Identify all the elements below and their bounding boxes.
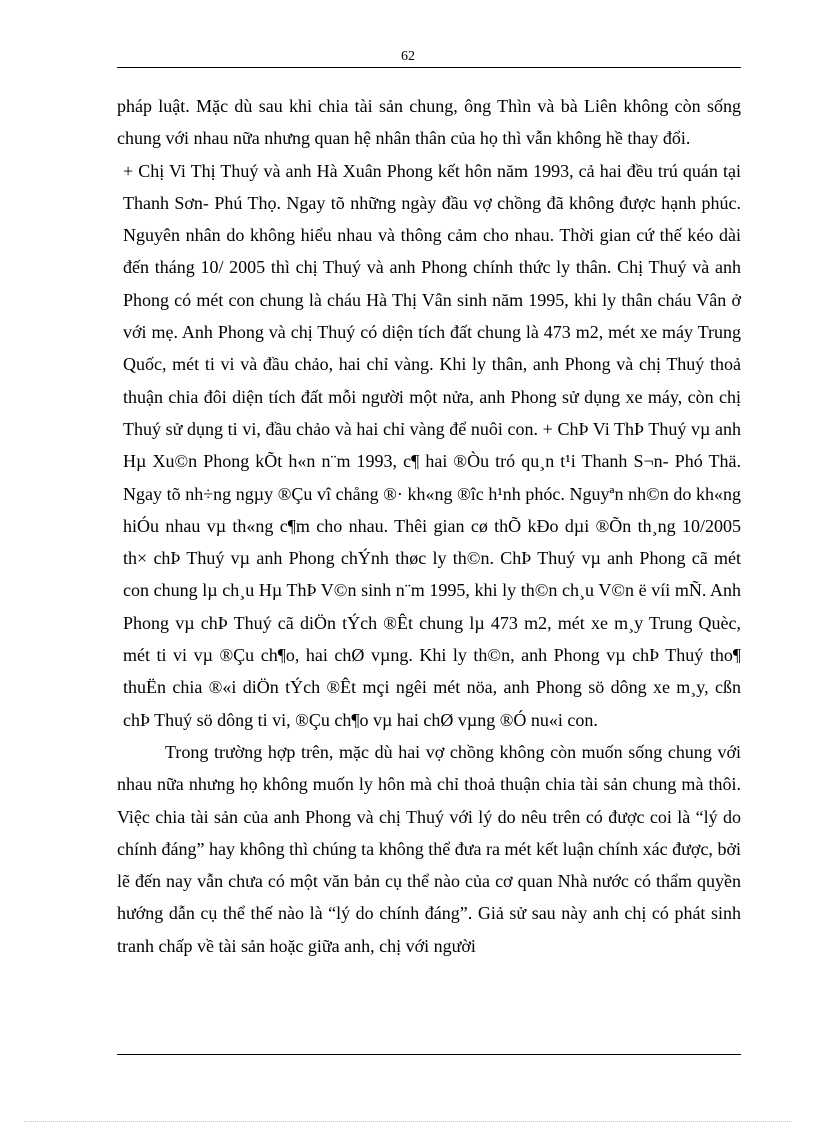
paragraph-2: + Chị Vi Thị Thuý và anh Hà Xuân Phong kết hôn năm 1993, cả hai đều trú quán tại Thanh Sơn- Phú Thọ. Ngay tõ những ngày đầu vợ chồng đã không được hạnh phúc. Nguyên nhân do không hiểu nhau và thông cảm cho nhau. Thời gian cứ thế kéo dài đến tháng 10/ 2005 thì chị Thuý và anh Phong chính thức ly thân. Chị Thuý và anh Phong có mét con chung là cháu Hà Thị Vân sinh năm 1995, khi ly thân cháu Vân ở với mẹ. Anh Phong và chị Thuý có diện tích đất chung là 473 m2, mét xe máy Trung Quốc, mét ti vi và đầu chảo, hai chỉ vàng. Khi ly thân, anh Phong và chị Thuý thoả thuận chia đôi diện tích đất mỗi người một nửa, anh Phong sử dụng xe máy, còn chị Thuý sử dụng ti vi, đầu chảo và hai chỉ vàng để nuôi con. + ChÞ Vi ThÞ Thuý vµ anh Hµ Xu©n Phong kÕt h«n n¨m 1993, c¶ hai ®Òu tró qu¸n t¹i Thanh S¬n- Phó Thä. Ngay tõ nh÷ng ngµy ®Çu vî chång ®· kh«ng ®îc h¹nh phóc. Nguyªn nh©n do kh«ng hiÓu nhau vµ th«ng c¶m cho nhau. Thêi gian cø thÕ kÐo dµi ®Õn th¸ng 10/2005 th× chÞ Thuý vµ anh Phong chÝnh thøc ly th©n. ChÞ Thuý vµ anh Phong cã mét con chung lµ ch¸u Hµ ThÞ V©n sinh n¨m 1995, khi ly th©n ch¸u V©n ë víi mÑ. Anh Phong vµ chÞ Thuý cã diÖn tÝch ®Êt chung lµ 473 m2, mét xe m¸y Trung Quèc, mét ti vi vµ ®Çu ch¶o, hai chØ vµng. Khi ly th©n, anh Phong vµ chÞ Thuý tho¶ thuËn chia ®«i diÖn tÝch ®Êt mçi ngêi mét nöa, anh Phong sö dông xe m¸y, cßn chÞ Thuý sö dông ti vi, ®Çu ch¶o vµ hai chØ vµng ®Ó nu«i con. bbox=[123, 160, 741, 730]
footer-rule bbox=[117, 1054, 741, 1055]
header-rule bbox=[117, 67, 741, 68]
document-body bbox=[117, 90, 741, 962]
paragraph-1: pháp luật. Mặc dù sau khi chia tài sản chung, ông Thìn và bà Liên không còn sống chung với nhau nữa nhưng quan hệ nhân thân của họ thì vẫn không hề thay đổi. bbox=[117, 96, 741, 149]
page-edge-divider bbox=[24, 1121, 792, 1122]
page-number: 62 bbox=[401, 49, 415, 64]
paragraph-3: Trong trường hợp trên, mặc dù hai vợ chồng không còn muốn sống chung với nhau nữa nhưng họ không muốn ly hôn mà chỉ thoả thuận chia tài sản chung mà thôi. Việc chia tài sản của anh Phong và chị Thuý với lý do nêu trên có được coi là “lý do chính đáng” hay không thì chúng ta không thể đưa ra mét kết luận chính xác được, bởi lẽ đến nay vẫn chưa có một văn bản cụ thể nào của cơ quan Nhà nước có thẩm quyền hướng dẫn cụ thể thế nào là “lý do chính đáng”. Giả sử sau này anh chị có phát sinh tranh chấp về tài sản hoặc giữa anh, chị với người bbox=[117, 741, 741, 956]
